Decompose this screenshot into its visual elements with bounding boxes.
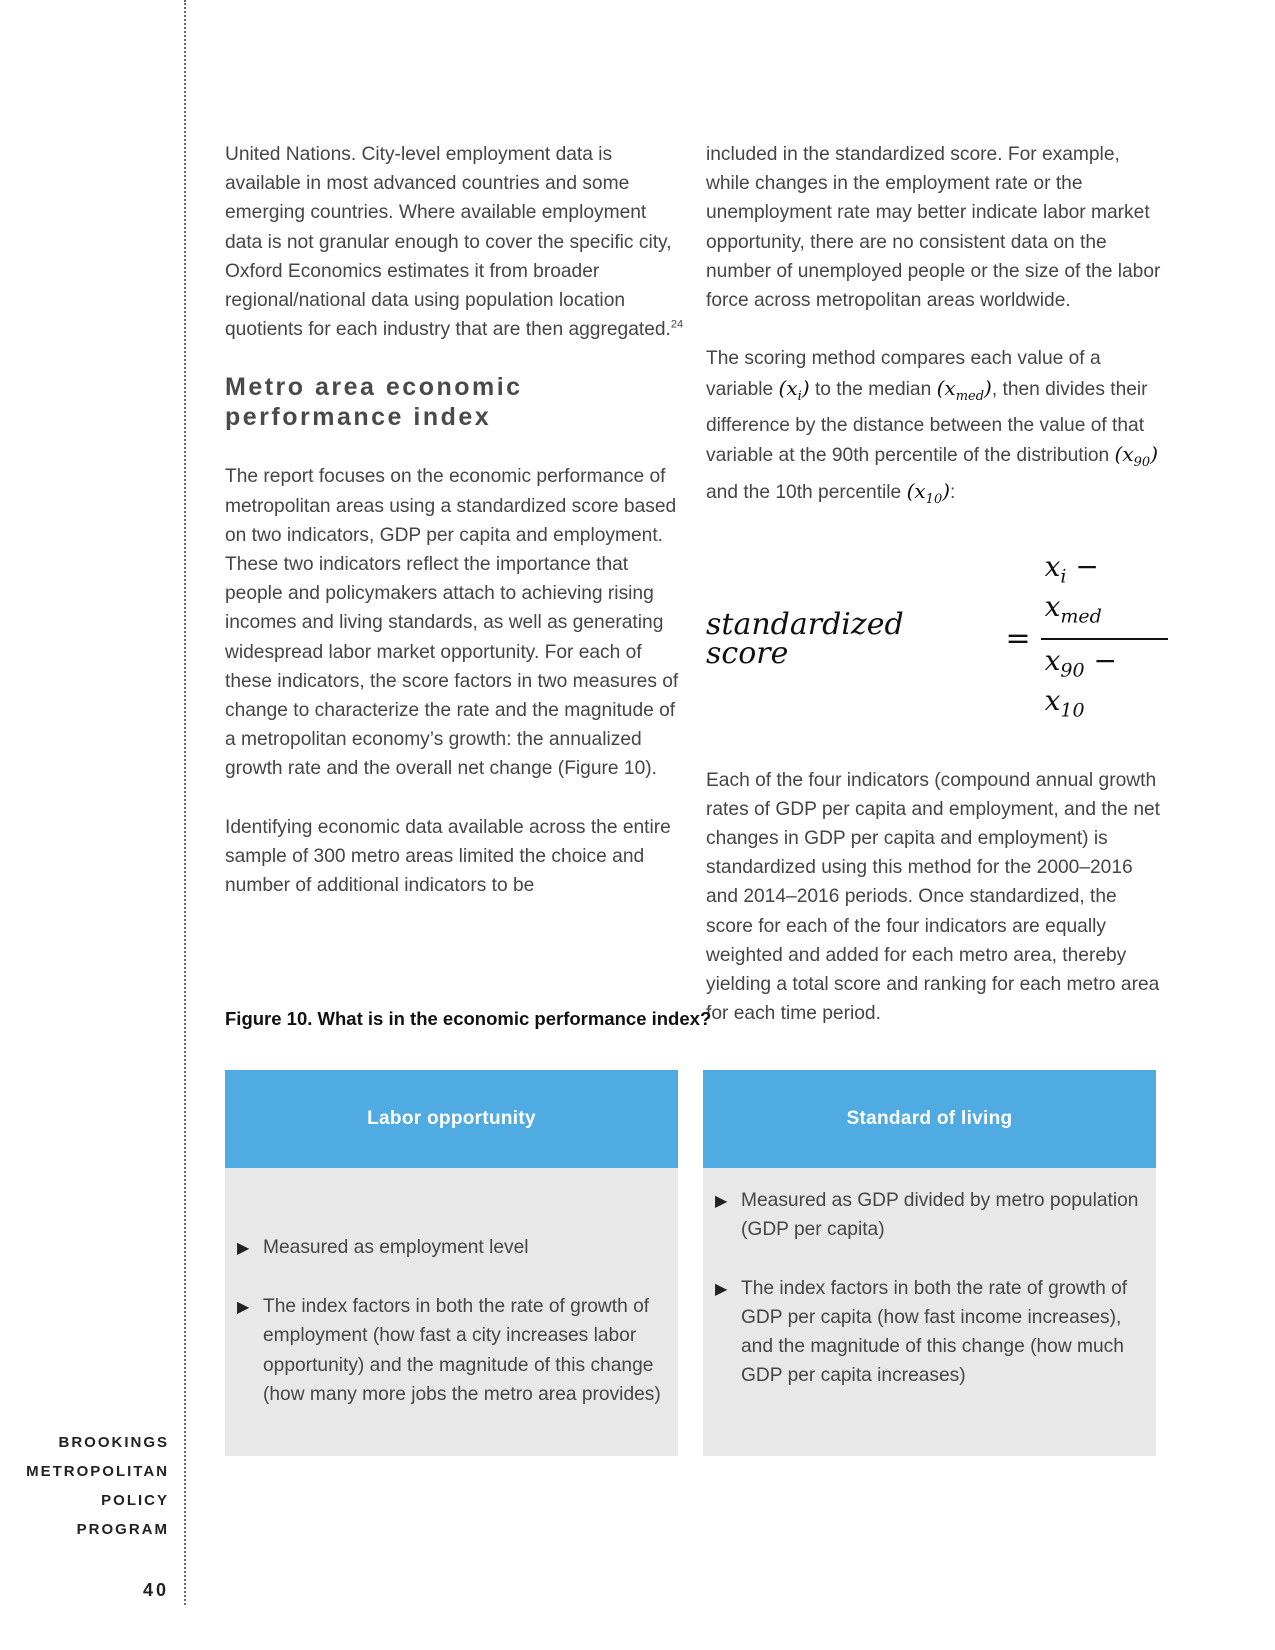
math-x-i: $(x_i)$ (778, 375, 810, 404)
triangle-bullet-icon: ▶ (237, 1299, 250, 1317)
figure-box-body (225, 1168, 678, 1456)
left-paragraph-1-text: United Nations. City-level employment data is available in most advanced countries and some emerging countries. Where available employment data is not granular enough to cover the specific city, Oxford Economics estimates it from broader regional/national data using population location quotients for each industry that are then aggregated. (225, 144, 672, 341)
footnote-ref: 24 (670, 318, 684, 331)
math-x-10: $(x_{10})$ (906, 479, 951, 508)
figure-box-standard-of-living (703, 1070, 1156, 1456)
right-paragraph-2-text-a: The scoring method compares each value of a variable (706, 348, 1101, 400)
list-item (715, 1274, 1146, 1391)
left-paragraph-3: Identifying economic data available across the entire sample of 300 metro areas limited the choice and number of additional indicators to be (225, 816, 671, 897)
figure-box-labor-opportunity (225, 1070, 678, 1456)
figure-caption: Figure 10. What is in the economic performance index? (225, 1008, 712, 1029)
sidebar-line-program: PROGRAM (76, 1521, 169, 1538)
formula-lhs: standardized score (706, 606, 904, 672)
dotted-margin-rule (184, 0, 186, 1605)
right-paragraph-2-text-d: and the 10th percentile (706, 482, 902, 504)
figure-box-title: Labor opportunity (225, 1070, 678, 1168)
right-paragraph-2-text-e: : (950, 482, 956, 504)
math-x-90: $(x_{90})$ (1114, 442, 1158, 471)
right-paragraph-3: Each of the four indicators (compound annual growth rates of GDP per capita and employment, and the net changes in GDP per capita and employment) is standardized using this method for the 2000–2016 and 2014–2016 periods. Once standardized, the score for each of the four indicators are equally weighted and added for each metro area, thereby yielding a total score and ranking for each metro area for each time period. (706, 769, 1161, 1025)
sidebar-publisher (26, 1428, 169, 1544)
left-paragraph-2: The report focuses on the economic performance of metropolitan areas using a standardized score based on two indicators, GDP per capita and employment. These two indicators reflect the importance that people and policymakers attach to achieving rising incomes and living standards, as well as generating widespread labor market opportunity. For each of these indicators, the score factors in two measures of change to characterize the rate and the magnitude of a metropolitan economy’s growth: the annualized growth rate and the overall net change (Figure 10). (225, 466, 679, 780)
math-x-med: $(x_{med})$ (936, 375, 992, 404)
triangle-bullet-icon: ▶ (715, 1280, 728, 1298)
sidebar-line-brookings: BROOKINGS (58, 1434, 169, 1451)
list-item-text: Measured as GDP divided by metro population (GDP per capita) (741, 1190, 1139, 1241)
right-paragraph-1: included in the standardized score. For example, while changes in the employment rate or the unemployment rate may better indicate labor market opportunity, there are no consistent data on the number of unemployed people or the size of the labor force across metropolitan areas worldwide. (706, 144, 1161, 312)
list-item (237, 1233, 668, 1263)
list-item-text: The index factors in both the rate of growth of employment (how fast a city increases labor opportunity) and the magnitude of this change (how many more jobs the metro area provides) (263, 1296, 661, 1405)
list-item-text: The index factors in both the rate of growth of GDP per capita (how fast income increases), and the magnitude of this change (how much GDP per capita increases) (741, 1277, 1128, 1387)
figure-box-body (703, 1168, 1156, 1456)
figure-box-title: Standard of living (703, 1070, 1156, 1168)
right-column (706, 140, 1168, 1028)
list-item (715, 1186, 1146, 1244)
page-number: 40 (142, 1580, 169, 1600)
formula-denominator: $x_{90} - x_{10}$ (1041, 638, 1168, 726)
left-paragraph-1 (225, 140, 685, 344)
triangle-bullet-icon: ▶ (715, 1193, 728, 1210)
right-paragraph-2 (706, 344, 1168, 514)
formula-numerator: $x_i - x_{med}$ (1044, 550, 1102, 628)
sidebar-line-metropolitan: METROPOLITAN (26, 1463, 169, 1480)
list-item (237, 1292, 668, 1409)
sidebar-line-policy: POLICY (101, 1492, 169, 1509)
right-paragraph-2-text-c: , then divides their difference by the distance between the value of that variable at the 90th percentile of the distribution (706, 378, 1148, 467)
list-item-text: Measured as employment level (263, 1236, 529, 1258)
standardized-score-formula (706, 552, 1168, 725)
formula-equals: = (1005, 621, 1031, 657)
section-heading: Metro area economic performance index (225, 373, 523, 432)
formula-fraction (1041, 552, 1168, 725)
right-paragraph-2-text-b: to the median (814, 378, 932, 400)
triangle-bullet-icon: ▶ (237, 1239, 250, 1257)
left-column (225, 140, 685, 900)
